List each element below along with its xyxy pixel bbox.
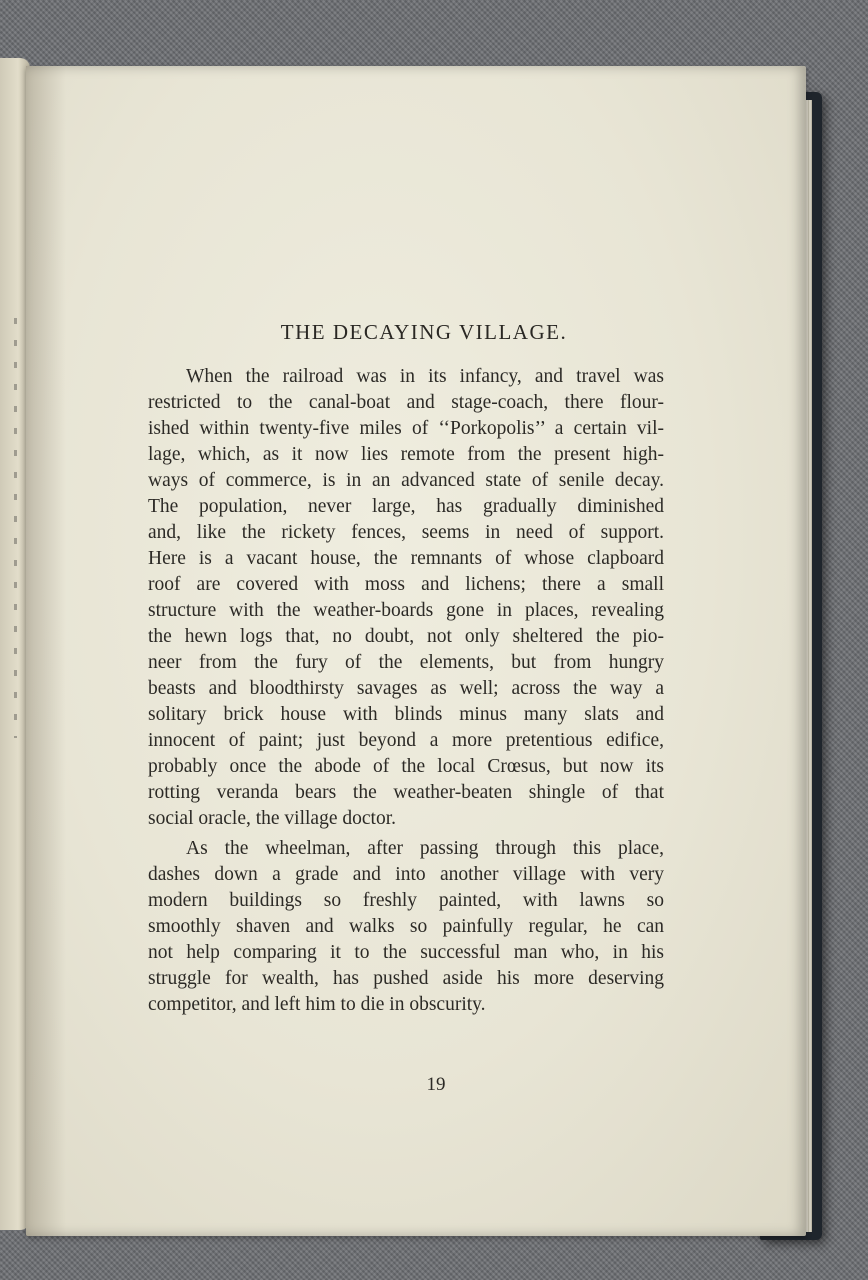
text-line: struggle for wealth, has pushed aside his more deserving — [148, 968, 664, 989]
book-page — [26, 66, 806, 1236]
text-line: competitor, and left him to die in obscurity. — [148, 994, 486, 1015]
text-line: the hewn logs that, no doubt, not only sheltered the pio- — [148, 626, 664, 647]
body-text — [148, 364, 664, 1018]
left-page-text-edge — [14, 318, 17, 738]
text-line: structure with the weather-boards gone in places, revealing — [148, 600, 664, 621]
text-line: As the wheelman, after passing through this place, — [186, 838, 664, 859]
text-line: and, like the rickety fences, seems in need of support. — [148, 522, 664, 543]
chapter-title: THE DECAYING VILLAGE. — [280, 320, 568, 344]
text-line: neer from the fury of the elements, but from hungry — [148, 652, 664, 673]
text-line: lage, which, as it now lies remote from the present high- — [148, 444, 664, 465]
text-line: restricted to the canal-boat and stage-coach, there flour- — [148, 392, 664, 413]
text-line: probably once the abode of the local Crœsus, but now its — [148, 756, 664, 777]
paragraph-1 — [148, 364, 664, 832]
text-line: rotting veranda bears the weather-beaten shingle of that — [148, 782, 664, 803]
text-line: ways of commerce, is in an advanced state of senile decay. — [148, 470, 664, 491]
text-line: Here is a vacant house, the remnants of whose clapboard — [148, 548, 664, 569]
text-line: smoothly shaven and walks so painfully regular, he can — [148, 916, 664, 937]
text-line: solitary brick house with blinds minus many slats and — [148, 704, 664, 725]
text-line: dashes down a grade and into another village with very — [148, 864, 664, 885]
page-gutter-shadow — [26, 66, 66, 1236]
text-line: modern buildings so freshly painted, with lawns so — [148, 890, 664, 911]
paragraph-2 — [148, 836, 664, 1018]
text-line: social oracle, the village doctor. — [148, 808, 396, 829]
text-line: not help comparing it to the successful man who, in his — [148, 942, 664, 963]
text-line: The population, never large, has gradually diminished — [148, 496, 664, 517]
text-line: ished within twenty-five miles of ‘‘Porkopolis’’ a certain vil- — [148, 418, 664, 439]
text-line: When the railroad was in its infancy, and travel was — [186, 366, 664, 387]
text-line: roof are covered with moss and lichens; there a small — [148, 574, 664, 595]
text-line: beasts and bloodthirsty savages as well; across the way a — [148, 678, 664, 699]
text-line: innocent of paint; just beyond a more pretentious edifice, — [148, 730, 664, 751]
page-number: 19 — [426, 1074, 446, 1095]
